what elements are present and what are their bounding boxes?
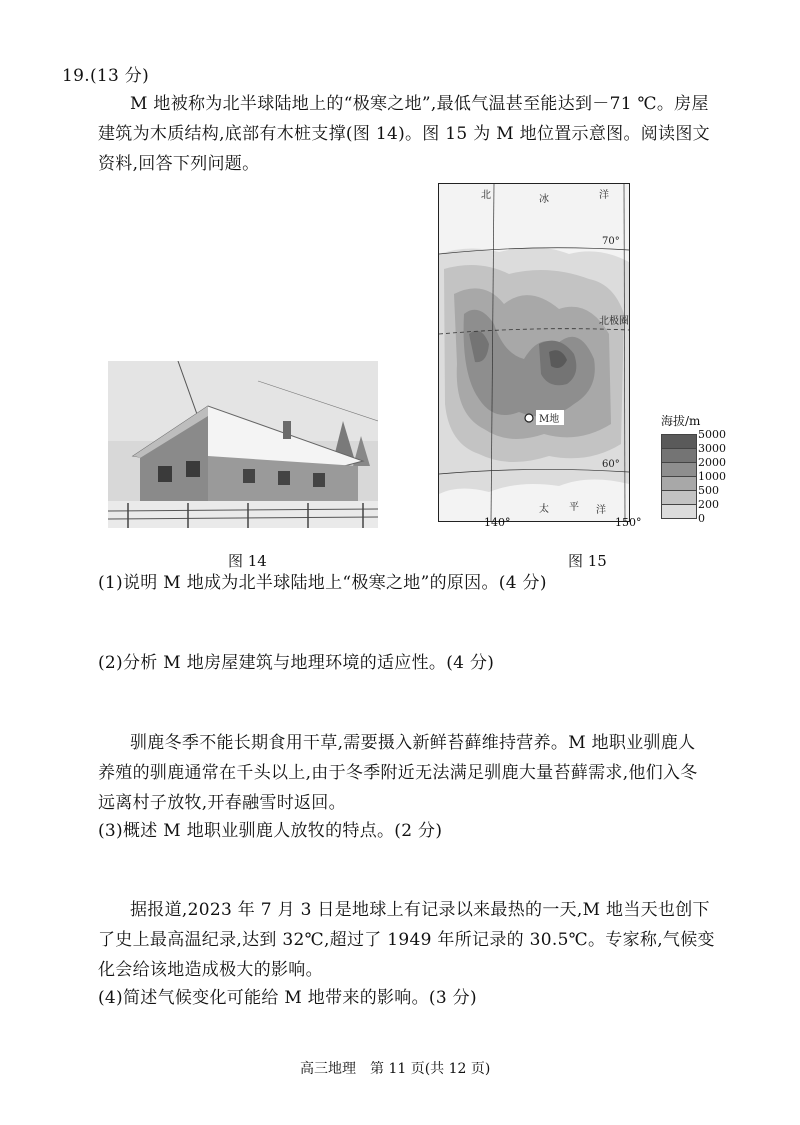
legend-level: 2000 — [698, 456, 726, 469]
legend-level: 0 — [698, 512, 705, 525]
legend-swatch-6 — [661, 504, 697, 519]
legend-swatch-5 — [661, 490, 697, 505]
map-label-lon-150: 150° — [615, 516, 642, 529]
figure-14-caption: 图 14 — [228, 552, 267, 570]
question-points: (13 分) — [89, 66, 150, 86]
map-label-north-1: 北 — [481, 190, 491, 201]
legend-level: 5000 — [698, 428, 726, 441]
legend-swatch-3 — [661, 462, 697, 477]
map-label-lat-70: 70° — [602, 236, 620, 247]
news-line-3: 化会给该地造成极大的影响。 — [98, 960, 323, 980]
question-3: (3)概述 M 地职业驯鹿人放牧的特点。(2 分) — [98, 821, 443, 841]
question-1: (1)说明 M 地成为北半球陆地上“极寒之地”的原因。(4 分) — [98, 573, 547, 593]
m-location-marker — [525, 414, 533, 422]
legend-level: 200 — [698, 498, 719, 511]
house-illustration — [108, 361, 378, 528]
map-label-arctic-circle: 北极圈 — [599, 316, 629, 327]
legend-level: 500 — [698, 484, 719, 497]
news-line-2: 了史上最高温纪录,达到 32℃,超过了 1949 年所记录的 30.5℃。专家称,气候变 — [98, 930, 715, 950]
map-label-north-3: 洋 — [599, 190, 609, 201]
map-label-lat-60: 60° — [602, 459, 620, 470]
intro-line-3: 资料,回答下列问题。 — [98, 154, 260, 174]
page-footer: 高三地理 第 11 页(共 12 页) — [300, 1061, 491, 1077]
news-line-1: 据报道,2023 年 7 月 3 日是地球上有记录以来最热的一天,M 地当天也创下 — [130, 900, 710, 920]
reindeer-line-1: 驯鹿冬季不能长期食用干草,需要摄入新鲜苔藓维持营养。M 地职业驯鹿人 — [130, 733, 696, 753]
figure-15-map — [438, 183, 630, 522]
topographic-map — [439, 184, 629, 521]
intro-line-2: 建筑为木质结构,底部有木桩支撑(图 14)。图 15 为 M 地位置示意图。阅读图文 — [98, 124, 710, 144]
question-2: (2)分析 M 地房屋建筑与地理环境的适应性。(4 分) — [98, 653, 495, 673]
legend-swatch-1 — [661, 434, 697, 449]
figure-14-photo — [108, 361, 378, 528]
map-label-m: M地 — [539, 414, 560, 425]
question-number: 19. — [62, 66, 90, 86]
map-label-south-3: 洋 — [596, 505, 606, 516]
legend-level: 3000 — [698, 442, 726, 455]
question-4: (4)简述气候变化可能给 M 地带来的影响。(3 分) — [98, 988, 477, 1008]
legend-swatch-2 — [661, 448, 697, 463]
reindeer-line-2: 养殖的驯鹿通常在千头以上,由于冬季附近无法满足驯鹿大量苔藓需求,他们入冬 — [98, 763, 698, 783]
legend-level: 1000 — [698, 470, 726, 483]
map-label-south-1: 太 — [539, 504, 549, 515]
reindeer-line-3: 远离村子放牧,开春融雪时返回。 — [98, 793, 346, 813]
map-label-south-2: 平 — [569, 502, 579, 513]
legend-title: 海拔/m — [661, 414, 701, 428]
map-label-lon-140: 140° — [484, 516, 511, 529]
map-label-north-2: 冰 — [539, 194, 549, 205]
question-header — [62, 65, 149, 87]
figure-15-caption: 图 15 — [568, 552, 607, 570]
legend-swatch-4 — [661, 476, 697, 491]
intro-line-1: M 地被称为北半球陆地上的“极寒之地”,最低气温甚至能达到－71 ℃。房屋 — [130, 94, 709, 114]
